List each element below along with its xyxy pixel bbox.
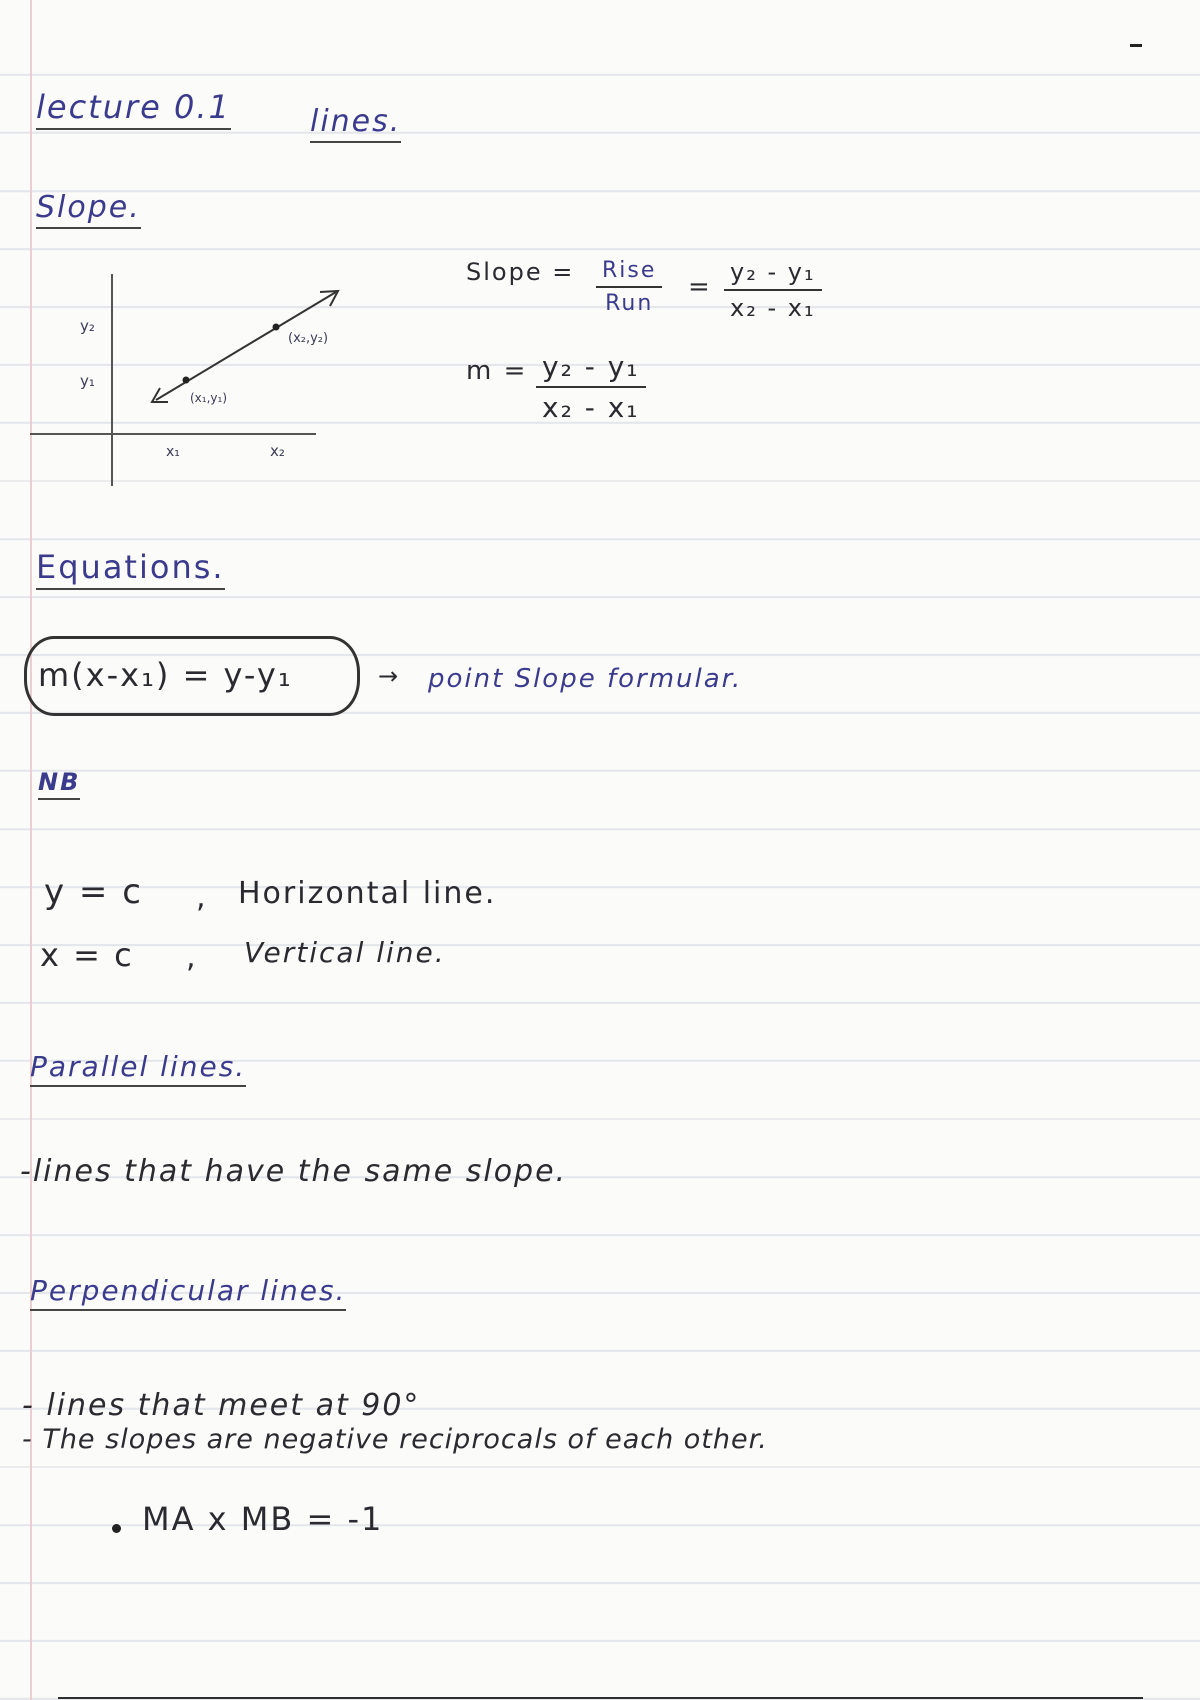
formula-arrow: →: [378, 662, 401, 690]
sloped-line: [156, 292, 336, 400]
rise-label: Rise: [596, 258, 662, 288]
m-denominator: x₂ - x₁: [542, 391, 640, 424]
point-2-dot: [273, 324, 280, 331]
slope-formula-lhs: Slope =: [466, 258, 575, 286]
perpendicular-heading: Perpendicular lines.: [30, 1274, 346, 1311]
x2-tick-label: x₂: [270, 442, 285, 460]
y2-tick-label: y₂: [80, 317, 95, 335]
slope-equals: =: [688, 272, 712, 302]
nb-sep-vertical: ,: [186, 940, 198, 975]
lecture-topic: lines.: [310, 104, 401, 143]
slope-denominator: x₂ - x₁: [730, 294, 816, 322]
lecture-title: lecture 0.1: [36, 88, 231, 130]
point-slope-note: point Slope formular.: [428, 664, 743, 694]
run-label: Run: [605, 291, 654, 316]
formula-bullet-dot: [112, 1524, 121, 1533]
nb-desc-vertical: Vertical line.: [244, 936, 446, 969]
nb-heading: NB: [38, 768, 80, 800]
m-numerator: y₂ - y₁: [536, 350, 646, 388]
nb-eq-vertical: x = c: [40, 936, 134, 974]
equations-heading: Equations.: [36, 548, 225, 590]
perpendicular-bullet-2: - The slopes are negative reciprocals of each other.: [22, 1424, 768, 1455]
parallel-description: -lines that have the same slope.: [20, 1154, 568, 1189]
point-slope-formula: m(x-x₁) = y-y₁: [38, 656, 293, 694]
bottom-rule: [58, 1697, 1143, 1699]
nb-eq-horizontal: y = c: [44, 872, 143, 912]
parallel-heading: Parallel lines.: [30, 1050, 246, 1087]
point-1-label: (x₁,y₁): [190, 391, 228, 405]
point-1-dot: [183, 377, 190, 384]
y1-tick-label: y₁: [80, 372, 95, 390]
point-2-label: (x₂,y₂): [288, 331, 329, 346]
slope-heading: Slope.: [36, 190, 141, 229]
nb-desc-horizontal: Horizontal line.: [238, 876, 497, 911]
m-formula-lhs: m =: [466, 356, 528, 386]
slope-numerator: y₂ - y₁: [724, 258, 822, 291]
perpendicular-bullet-1: - lines that meet at 90°: [22, 1388, 421, 1423]
perpendicular-formula: MA x MB = -1: [142, 1500, 384, 1538]
x1-tick-label: x₁: [166, 444, 180, 460]
nb-sep-horizontal: ,: [196, 880, 208, 915]
